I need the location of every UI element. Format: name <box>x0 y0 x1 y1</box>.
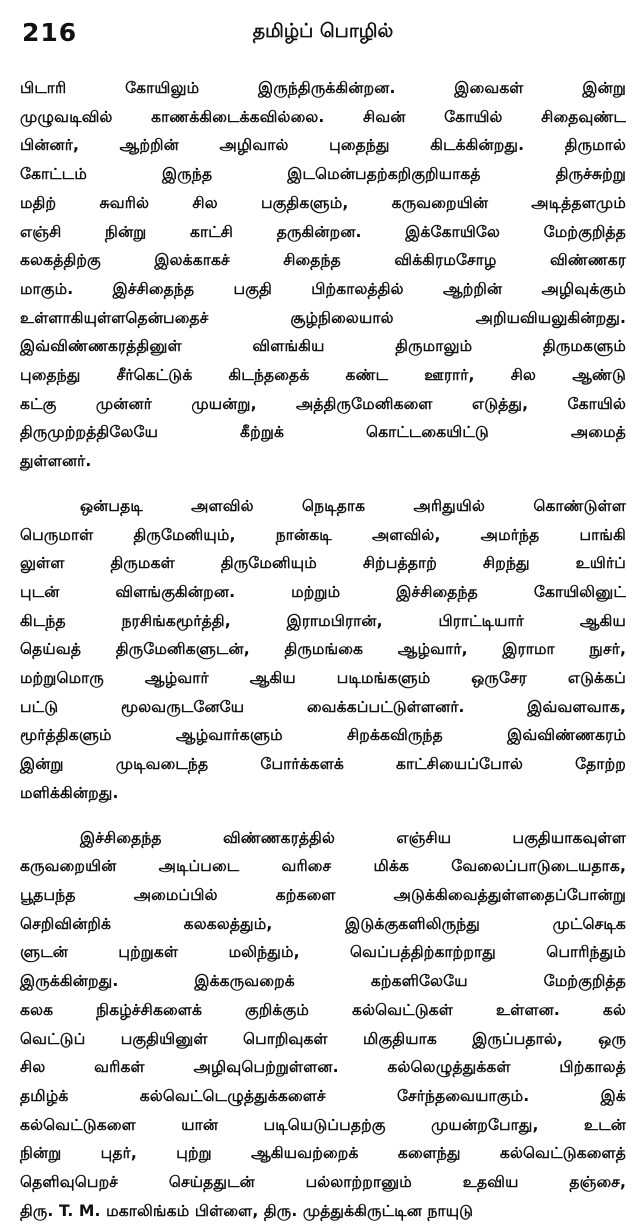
text-line: செறிவின்றிக் கலகலத்தும், இடுக்குகளிலிருந்து முட்செடிக <box>20 914 626 933</box>
text-line: ளுடன் புற்றுகள் மலிந்தும், வெப்பத்திற்காற்றாது பொரிந்தும் <box>20 943 626 962</box>
text-line: முழுவடிவில் காணக்கிடைக்கவில்லை. சிவன் கோயில் சிதைவுண்ட <box>20 107 626 126</box>
text-line: திருமுற்றத்திலேயே கீற்றுக் கொட்டகையிட்டு அமைத் <box>20 423 626 442</box>
page-number: 216 <box>22 18 78 47</box>
text-line: கருவறையின் அடிப்படை வரிசை மிக்க வேலைப்பாடுடையதாக, <box>20 857 626 876</box>
text-line: எஞ்சி நின்று காட்சி தருகின்றன. இக்கோயிலே மேற்குறித்த <box>20 222 626 241</box>
text-line: மற்றுமொரு ஆழ்வார் ஆகிய படிமங்களும் ஒருசேர எடுக்கப் <box>20 669 626 688</box>
text-line: சில வரிகள் அழிவுபெற்றுள்ளன. கல்லெழுத்துக்கள் பிற்காலத் <box>20 1058 626 1077</box>
text-line: பிடாரி கோயிலும் இருந்திருக்கின்றன. இவைகள் இன்று <box>20 79 626 97</box>
text-line: லுள்ள திருமகள் திருமேனியும் சிற்பத்தாற் சிறந்து உயிர்ப் <box>20 554 626 573</box>
text-line: மதிற் சுவரில் சில பகுதிகளும், கருவறையின் அடித்தளமும் <box>20 193 626 212</box>
text-line: கட்கு முன்னர் முயன்று, அத்திருமேனிகளை எடுத்து, கோயில் <box>20 394 626 413</box>
text-line: கலக நிகழ்ச்சிகளைக் குறிக்கும் கல்வெட்டுகள் உள்ளன. கல் <box>20 1000 626 1019</box>
text-line: பெருமாள் திருமேனியும், நான்கடி அளவில், அமர்ந்த பாங்கி <box>20 525 626 544</box>
text-line: கல்வெட்டுகளை யான் படியெடுப்பதற்கு முயன்றபோது, உடன் <box>20 1115 626 1134</box>
text-line: கிடந்த நரசிங்கமூர்த்தி, இராமபிரான், பிராட்டியார் ஆகிய <box>20 611 626 630</box>
paragraph-1 <box>20 74 626 476</box>
text-line: கலகத்திற்கு இலக்காகச் சிதைந்த விக்கிரமசோழ விண்ணகர <box>20 251 626 270</box>
text-line: மூர்த்திகளும் ஆழ்வார்களும் சிறக்கவிருந்த இவ்விண்ணகரம் <box>20 726 626 745</box>
running-title: தமிழ்ப் பொழில் <box>252 20 394 42</box>
text-line: மாகும். இச்சிதைந்த பகுதி பிற்காலத்தில் ஆற்றின் அழிவுக்கும் <box>20 279 626 298</box>
text-line: இருக்கின்றது. இக்கருவறைக் கற்களிலேயே மேற்குறித்த <box>20 972 626 991</box>
body-text <box>20 74 626 1225</box>
text-line: புடன் விளங்குகின்றன. மற்றும் இச்சிதைந்த கோயிலினுட் <box>20 582 626 601</box>
paragraph-3 <box>20 824 626 1225</box>
text-line: இவ்விண்ணகரத்தினுள் விளங்கிய திருமாலும் திருமகளும் <box>20 337 626 356</box>
text-line: துள்ளனர். <box>20 452 92 471</box>
text-line: ஒன்பதடி அளவில் நெடிதாக அரிதுயில் கொண்டுள்ள <box>80 496 626 515</box>
text-line: வெட்டுப் பகுதியினுள் பொறிவுகள் மிகுதியாக இருப்பதால், ஒரு <box>20 1029 626 1048</box>
text-line: புதைந்து சீர்கெட்டுக் கிடந்ததைக் கண்ட ஊரார், சில ஆண்டு <box>20 366 626 385</box>
text-line: உள்ளாகியுள்ளதென்பதைச் சூழ்நிலையால் அறியவியலுகின்றது. <box>20 308 626 327</box>
text-line: இன்று முடிவடைந்த போர்க்களக் காட்சியைப்போல் தோற்ற <box>20 755 626 774</box>
text-line: தெய்வத் திருமேனிகளுடன், திருமங்கை ஆழ்வார், இராமா நுசர், <box>20 640 626 659</box>
page-header <box>20 16 626 56</box>
text-line: இச்சிதைந்த விண்ணகரத்தில் எஞ்சிய பகுதியாகவுள்ள <box>80 828 626 847</box>
text-line: மளிக்கின்றது. <box>20 783 119 802</box>
text-line: பட்டு மூலவருடனேயே வைக்கப்பட்டுள்ளனர். இவ்வளவாக, <box>20 697 626 716</box>
text-line: திரு. T. M. மகாலிங்கம் பிள்ளை, திரு. முத்துக்கிருட்டின நாயுடு <box>20 1201 474 1220</box>
text-line: கோட்டம் இருந்த இடமென்பதற்கறிகுறியாகத் திருச்சுற்று <box>20 165 626 184</box>
text-line: தமிழ்க் கல்வெட்டெழுத்துக்களைச் சேர்ந்தவையாகும். இக் <box>20 1086 626 1105</box>
text-line: நின்று புதர், புற்று ஆகியவற்றைக் களைந்து கல்வெட்டுகளைத் <box>20 1144 626 1163</box>
text-line: தெளிவுபெறச் செய்ததுடன் பல்லாற்றானும் உதவிய தஞ்சை, <box>20 1173 626 1192</box>
paragraph-2 <box>20 492 626 808</box>
text-line: பூதபந்த அமைப்பில் கற்களை அடுக்கிவைத்துள்ளதைப்போன்று <box>20 885 626 904</box>
text-line: பின்னர், ஆற்றின் அழிவால் புதைந்து கிடக்கின்றது. திருமால் <box>20 136 626 155</box>
